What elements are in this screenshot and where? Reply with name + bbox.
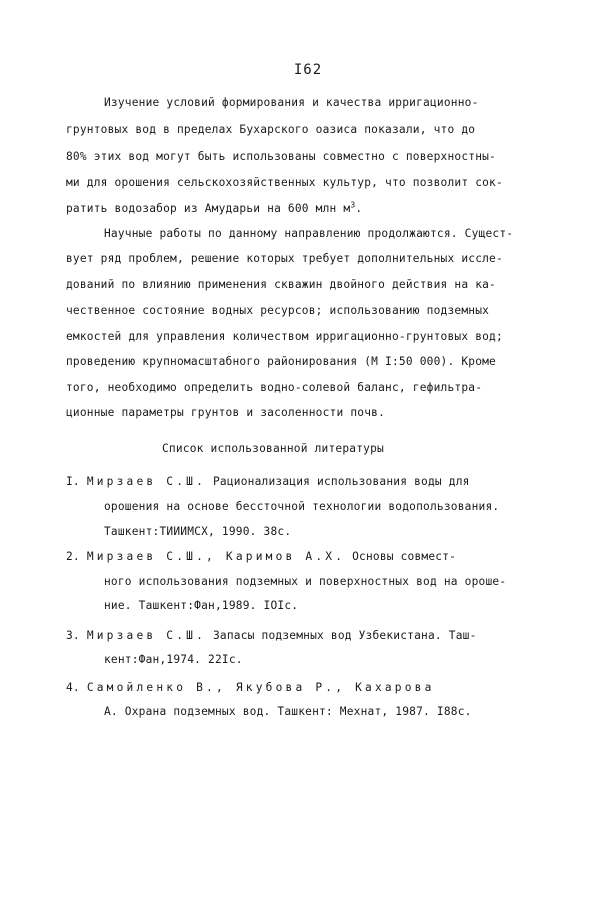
reference-3-line-1: Запасы подземных вод Узбекистана. Таш-: [206, 629, 477, 642]
paragraph2-line-4: чественное состояние водных ресурсов; использованию подземных: [66, 304, 490, 317]
paragraph1-line-5-text: ратить водозабор из Амударьи на 600 млн м: [66, 202, 351, 215]
reference-2-line-2: ного использования подземных и поверхностных вод на ороше-: [104, 575, 507, 588]
reference-3: [66, 628, 477, 644]
paragraph2-line-6: проведению крупномасштабного районирования (М I:50 000). Кроме: [66, 355, 496, 368]
reference-4: [66, 680, 435, 696]
paragraph2-line-1: Научные работы по данному направлению продолжаются. Сущест-: [104, 227, 514, 240]
reference-1-line-1: Рационализация использования воды для: [206, 475, 470, 488]
reference-1-number: I.: [66, 475, 80, 488]
reference-3-author: Мирзаев С.Ш.: [86, 629, 207, 642]
reference-4-author: Самойленко В., Якубова Р., Кахарова: [86, 681, 435, 694]
paragraph2-line-2: вует ряд проблем, решение которых требует дополнительных иссле-: [66, 252, 503, 265]
paragraph2-line-8: ционные параметры грунтов и засоленности почв.: [66, 406, 386, 419]
paragraph1-line-4: ми для орошения сельскохозяйственных культур, что позволит сок-: [66, 176, 503, 189]
reference-2-line-1: Основы совмест-: [345, 550, 457, 563]
reference-1: [66, 474, 470, 490]
reference-2-number: 2.: [66, 550, 80, 563]
paragraph1-line-3: 80% этих вод могут быть использованы совместно с поверхностны-: [66, 150, 496, 163]
paragraph2-line-3: дований по влиянию применения скважин двойного действия на ка-: [66, 278, 496, 291]
page-number: I62: [293, 62, 323, 78]
reference-1-line-3: Ташкент:ТИИИМСХ, 1990. 38с.: [104, 525, 292, 538]
reference-2-author: Мирзаев С.Ш., Каримов А.Х.: [86, 550, 346, 563]
paragraph1-line-1: Изучение условий формирования и качества ирригационно-: [104, 96, 479, 109]
paragraph1-line-2: грунтовых вод в пределах Бухарского оазиса показали, что до: [66, 123, 476, 136]
paragraph1-end: .: [355, 202, 363, 215]
reference-3-number: 3.: [66, 629, 80, 642]
paragraph2-line-7: того, необходимо определить водно-солевой баланс, гефильтра-: [66, 381, 483, 394]
reference-4-number: 4.: [66, 681, 80, 694]
reference-2-line-3: ние. Ташкент:Фан,1989. IOIс.: [104, 599, 299, 612]
cubic-superscript: 3: [350, 200, 356, 210]
reference-1-line-2: орошения на основе бессточной технологии водопользования.: [104, 500, 500, 513]
paragraph2-line-5: емкостей для управления количеством ирригационно-грунтовых вод;: [66, 330, 503, 343]
reference-3-line-2: кент:Фан,1974. 22Iс.: [104, 653, 243, 666]
reference-1-author: Мирзаев С.Ш.: [86, 475, 207, 488]
paragraph1-line-5: [66, 201, 362, 217]
references-title: Список использованной литературы: [162, 442, 384, 455]
reference-4-line-2: А. Охрана подземных вод. Ташкент: Мехнат, 1987. I88с.: [104, 705, 472, 718]
reference-2: [66, 549, 456, 565]
